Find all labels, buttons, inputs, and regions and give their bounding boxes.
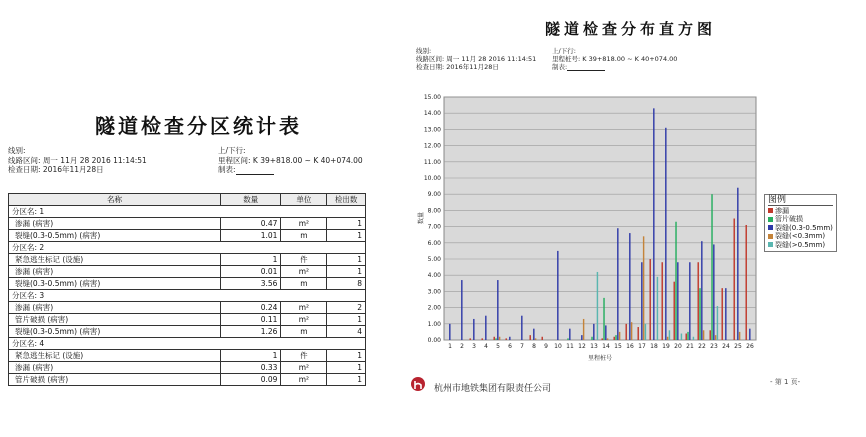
- page-title: 隧道检查分区统计表: [95, 114, 302, 138]
- cell-name: 渗漏 (病害): [9, 266, 221, 278]
- legend-swatch: [768, 242, 773, 247]
- legend-label: 裂缝(0.3-0.5mm): [775, 223, 833, 232]
- cell-qty: 0.47: [220, 218, 280, 230]
- bar-裂缝(0.3-0.5mm): [473, 319, 474, 340]
- cell-qty: 3.56: [220, 278, 280, 290]
- y-tick-label: 14.00: [423, 110, 441, 118]
- x-tick-label: 6: [508, 343, 512, 350]
- cell-count: 1: [327, 266, 366, 278]
- bar-裂缝(0.3-0.5mm): [557, 251, 558, 340]
- bar-渗漏: [686, 334, 687, 340]
- cell-name: 渗漏 (病害): [9, 302, 221, 314]
- x-tick-label: 14: [602, 343, 610, 350]
- cell-unit: m²: [281, 302, 327, 314]
- bar-裂缝(0.3-0.5mm): [737, 188, 738, 340]
- group-name: 分区名: 1: [9, 206, 366, 218]
- cell-qty: 1.01: [220, 230, 280, 242]
- bar-裂缝(0.3-0.5mm): [617, 228, 618, 340]
- cell-unit: m: [281, 230, 327, 242]
- cell-qty: 0.09: [220, 374, 280, 386]
- legend-item: [768, 232, 833, 241]
- x-tick-label: 10: [554, 343, 562, 350]
- page-number: - 第 1 页-: [770, 378, 801, 386]
- chart-page-title: 隧道检查分布直方图: [545, 20, 717, 38]
- y-tick-label: 4.00: [427, 272, 441, 280]
- legend-title: 图例: [768, 196, 833, 206]
- x-tick-label: 1: [448, 343, 452, 350]
- bar-裂缝(0.3-0.5mm): [713, 244, 714, 340]
- cell-unit: m: [281, 278, 327, 290]
- x-tick-label: 23: [710, 343, 718, 350]
- y-tick-label: 11.00: [423, 158, 441, 166]
- bar-裂缝(>0.5mm): [693, 337, 694, 340]
- x-tick-label: 4: [484, 343, 488, 350]
- y-tick-label: 2.00: [427, 304, 441, 312]
- y-tick-label: 3.00: [427, 288, 441, 296]
- cell-qty: 0.33: [220, 362, 280, 374]
- cell-qty: 0.11: [220, 314, 280, 326]
- x-tick-label: 19: [662, 343, 670, 350]
- legend-swatch: [768, 217, 773, 222]
- cell-count: 2: [327, 302, 366, 314]
- bar-裂缝(>0.5mm): [657, 277, 658, 340]
- legend-label: 管片破损: [775, 215, 803, 224]
- bar-管片破损: [699, 288, 700, 340]
- cell-qty: 1: [220, 254, 280, 266]
- bar-裂缝(0.3-0.5mm): [461, 280, 462, 340]
- cell-count: 1: [327, 230, 366, 242]
- cell-unit: 件: [281, 350, 327, 362]
- y-tick-label: 6.00: [427, 239, 441, 247]
- bar-渗漏: [734, 219, 735, 341]
- bar-渗漏: [722, 288, 723, 340]
- bar-渗漏: [638, 327, 639, 340]
- cell-qty: 1: [220, 350, 280, 362]
- bar-裂缝(0.3-0.5mm): [569, 329, 570, 340]
- cell-name: 渗漏 (病害): [9, 362, 221, 374]
- group-name: 分区名: 2: [9, 242, 366, 254]
- group-name: 分区名: 3: [9, 290, 366, 302]
- legend-items: [768, 207, 833, 250]
- cell-unit: 件: [281, 254, 327, 266]
- y-tick-label: 12.00: [423, 142, 441, 150]
- x-tick-label: 15: [614, 343, 622, 350]
- bar-渗漏: [662, 262, 663, 340]
- legend-label: 裂缝(<0.3mm): [775, 232, 826, 241]
- x-tick-label: 11: [566, 343, 574, 350]
- y-tick-label: 7.00: [427, 223, 441, 231]
- bar-裂缝(<0.3mm): [619, 332, 620, 340]
- cell-qty: 1.26: [220, 326, 280, 338]
- bar-裂缝(<0.3mm): [643, 236, 644, 340]
- meta-line-mileage: 里程区间: K 39+818.00 ~ K 40+074.00: [218, 155, 363, 165]
- y-tick-label: 5.00: [427, 256, 441, 263]
- bar-渗漏: [482, 338, 483, 340]
- legend-swatch: [768, 234, 773, 239]
- meta-line-range: 线路区间: 周一 11月 28 2016 11:14:51: [8, 155, 147, 165]
- x-tick-label: 18: [650, 343, 658, 350]
- bar-裂缝(<0.3mm): [667, 337, 668, 340]
- cell-name: 裂缝(0.3-0.5mm) (病害): [9, 278, 221, 290]
- bar-裂缝(<0.3mm): [499, 337, 500, 340]
- x-tick-label: 3: [472, 343, 476, 350]
- chart-meta-date: 检查日期: 2016年11月28日: [416, 63, 499, 71]
- plot-area: [444, 97, 756, 340]
- col-header-name: 名称: [9, 194, 221, 206]
- bar-裂缝(0.3-0.5mm): [605, 325, 606, 340]
- y-tick-label: 13.00: [423, 126, 441, 134]
- legend-label: 裂缝(>0.5mm): [775, 240, 826, 249]
- cell-unit: m²: [281, 362, 327, 374]
- chart-meta-maker: 制表:: [552, 63, 677, 71]
- cell-count: 1: [327, 362, 366, 374]
- bar-裂缝(>0.5mm): [717, 306, 718, 340]
- y-tick-label: 1.00: [427, 320, 441, 328]
- bar-渗漏: [650, 259, 651, 340]
- bar-裂缝(<0.3mm): [631, 322, 632, 340]
- bar-管片破损: [603, 298, 604, 340]
- bar-裂缝(0.3-0.5mm): [677, 262, 678, 340]
- cell-name: 紧急逃生标记 (设施): [9, 254, 221, 266]
- bar-裂缝(>0.5mm): [597, 272, 598, 340]
- bar-裂缝(<0.3mm): [703, 330, 704, 340]
- meta-line-date: 检查日期: 2016年11月28日: [8, 165, 104, 174]
- y-tick-label: 9.00: [427, 191, 441, 199]
- cell-unit: m²: [281, 374, 327, 386]
- y-axis-label: 数量: [418, 211, 425, 225]
- company-name: 杭州市地铁集团有限责任公司: [434, 384, 552, 394]
- bar-渗漏: [698, 262, 699, 340]
- bar-渗漏: [602, 338, 603, 340]
- bar-裂缝(0.3-0.5mm): [629, 233, 630, 340]
- x-axis-label: 里程桩号: [587, 355, 613, 362]
- col-header-count: 检出数: [327, 194, 366, 206]
- x-tick-label: 16: [626, 343, 634, 350]
- company-logo: [411, 377, 425, 391]
- bar-渗漏: [710, 330, 711, 340]
- cell-unit: m²: [281, 218, 327, 230]
- cell-count: 1: [327, 374, 366, 386]
- bar-管片破损: [495, 338, 496, 340]
- bar-管片破损: [615, 335, 616, 340]
- cell-count: 1: [327, 254, 366, 266]
- y-tick-label: 15.00: [423, 94, 441, 101]
- cell-count: 4: [327, 326, 366, 338]
- x-tick-label: 9: [544, 343, 548, 350]
- bar-渗漏: [494, 337, 495, 340]
- bar-裂缝(0.3-0.5mm): [449, 324, 450, 340]
- cell-unit: m: [281, 326, 327, 338]
- bar-裂缝(>0.5mm): [669, 330, 670, 340]
- x-tick-label: 13: [590, 343, 598, 350]
- chart-meta-direction: 上/下行:: [552, 47, 576, 55]
- x-tick-label: 8: [532, 343, 536, 350]
- bar-管片破损: [711, 194, 712, 340]
- bar-裂缝(0.3-0.5mm): [749, 329, 750, 340]
- cell-name: 管片破损 (病害): [9, 314, 221, 326]
- x-tick-label: 21: [686, 343, 694, 350]
- bar-裂缝(0.3-0.5mm): [593, 324, 594, 340]
- bar-裂缝(>0.5mm): [645, 324, 646, 340]
- bar-裂缝(0.3-0.5mm): [689, 262, 690, 340]
- x-tick-label: 25: [734, 343, 742, 350]
- meta-line-direction: 上/下行:: [218, 146, 246, 155]
- x-tick-label: 17: [638, 343, 646, 350]
- bar-管片破损: [567, 338, 568, 340]
- col-header-unit: 单位: [281, 194, 327, 206]
- legend-box: [764, 194, 837, 252]
- x-tick-label: 20: [674, 343, 682, 350]
- cell-count: 8: [327, 278, 366, 290]
- col-header-qty: 数量: [220, 194, 280, 206]
- bar-渗漏: [530, 335, 531, 340]
- bar-裂缝(0.3-0.5mm): [701, 241, 702, 340]
- bar-裂缝(<0.3mm): [535, 338, 536, 340]
- bar-裂缝(0.3-0.5mm): [509, 337, 510, 340]
- legend-swatch: [768, 225, 773, 230]
- x-tick-label: 5: [496, 343, 500, 350]
- bar-渗漏: [470, 338, 471, 340]
- chart-meta-mileage: 里程桩号: K 39+818.00 ~ K 40+074.00: [552, 55, 678, 63]
- legend-item: [768, 207, 833, 216]
- cell-name: 紧急逃生标记 (设施): [9, 350, 221, 362]
- bar-裂缝(<0.3mm): [607, 338, 608, 340]
- bar-裂缝(0.3-0.5mm): [725, 288, 726, 340]
- chart-meta-type: 线别:: [416, 47, 432, 55]
- bar-裂缝(0.3-0.5mm): [641, 262, 642, 340]
- cell-unit: m²: [281, 314, 327, 326]
- legend-item: [768, 241, 833, 250]
- bar-裂缝(<0.3mm): [715, 335, 716, 340]
- cell-name: 渗漏 (病害): [9, 218, 221, 230]
- bar-裂缝(>0.5mm): [681, 334, 682, 340]
- bar-裂缝(0.3-0.5mm): [485, 316, 486, 340]
- cell-name: 裂缝(0.3-0.5mm) (病害): [9, 326, 221, 338]
- bar-渗漏: [626, 324, 627, 340]
- cell-count: 1: [327, 350, 366, 362]
- cell-unit: m²: [281, 266, 327, 278]
- bar-裂缝(<0.3mm): [583, 319, 584, 340]
- x-tick-label: 22: [698, 343, 706, 350]
- y-tick-label: 10.00: [423, 175, 441, 182]
- bar-管片破损: [591, 337, 592, 340]
- cell-qty: 0.24: [220, 302, 280, 314]
- bar-渗漏: [614, 337, 615, 340]
- x-tick-label: 2: [460, 343, 464, 350]
- bar-裂缝(<0.3mm): [739, 332, 740, 340]
- x-tick-label: 24: [722, 343, 730, 350]
- bar-渗漏: [506, 338, 507, 340]
- legend-label: 渗漏: [775, 206, 789, 215]
- cell-name: 裂缝(0.3-0.5mm) (病害): [9, 230, 221, 242]
- meta-line-type: 线别:: [8, 146, 26, 155]
- legend-item: [768, 215, 833, 224]
- y-tick-label: 0.00: [427, 337, 441, 344]
- bar-管片破损: [687, 332, 688, 340]
- bar-裂缝(0.3-0.5mm): [581, 335, 582, 340]
- bar-渗漏: [746, 225, 747, 340]
- bar-裂缝(0.3-0.5mm): [653, 108, 654, 340]
- bar-管片破损: [675, 222, 676, 340]
- x-tick-label: 26: [746, 343, 754, 350]
- x-tick-label: 12: [578, 343, 586, 350]
- meta-line-maker: 制表:: [218, 165, 363, 175]
- chart-meta-range: 线路区间: 周一 11月 28 2016 11:14:51: [416, 55, 537, 63]
- x-tick-label: 7: [520, 343, 524, 350]
- bar-裂缝(0.3-0.5mm): [665, 128, 666, 340]
- cell-count: 1: [327, 314, 366, 326]
- cell-name: 管片破损 (病害): [9, 374, 221, 386]
- bar-裂缝(0.3-0.5mm): [497, 280, 498, 340]
- bar-渗漏: [674, 282, 675, 340]
- cell-qty: 0.01: [220, 266, 280, 278]
- y-tick-label: 8.00: [427, 207, 441, 215]
- legend-swatch: [768, 208, 773, 213]
- bar-裂缝(0.3-0.5mm): [521, 316, 522, 340]
- bar-渗漏: [542, 337, 543, 340]
- group-name: 分区名: 4: [9, 338, 366, 350]
- bar-裂缝(0.3-0.5mm): [533, 329, 534, 340]
- cell-count: 1: [327, 218, 366, 230]
- chart-legend: [764, 194, 837, 252]
